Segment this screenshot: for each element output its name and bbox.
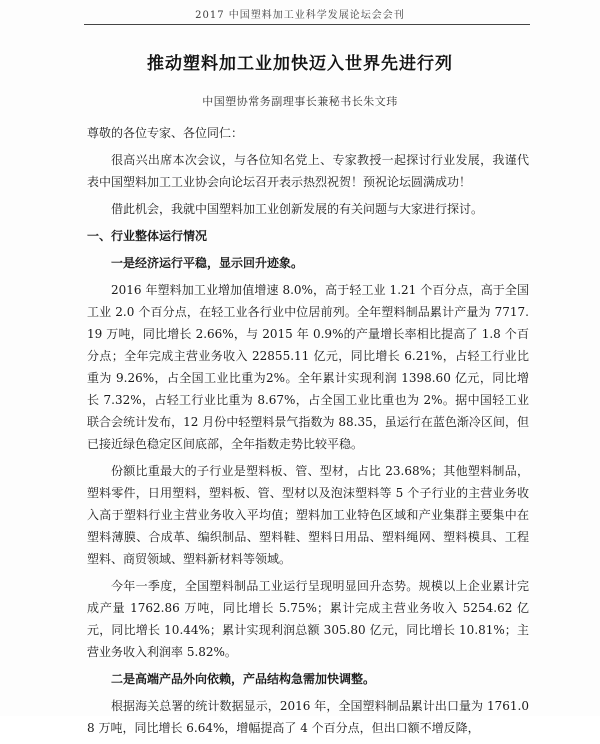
article-body (87, 122, 529, 744)
paragraph: 份额比重最大的子行业是塑料板、管、型材，占比 23.68%；其他塑料制品，塑料零件，日用塑料，塑料板、管、型材以及泡沫塑料等 5 个子行业的主营业务收入高于塑料行业主营业务收入平均值；塑料加工业特色区域和产业集群主要集中在塑料薄膜、合成革、编织制品、塑料鞋、塑料日用品、塑料绳网、塑料模具、工程塑料、商贸领域、塑料新材料等领域。 (87, 464, 529, 566)
section-heading: 一、行业整体运行情况 (87, 229, 208, 243)
header-divider (84, 24, 530, 25)
subsection-heading: 一是经济运行平稳，显示回升迹象。 (111, 256, 304, 270)
paragraph: 很高兴出席本次会议，与各位知名党上、专家教授一起探讨行业发展，我谨代表中国塑料加工工业协会向论坛召开表示热烈祝贺！预祝论坛圆满成功！ (87, 153, 529, 189)
author-byline: 中国塑协常务副理事长兼秘书长朱文玮 (202, 95, 398, 108)
subsection-heading: 二是高端产品外向依赖，产品结构急需加快调整。 (111, 672, 376, 686)
paragraph: 今年一季度，全国塑料制品工业运行呈现明显回升态势。规模以上企业累计完成产量 1762.86 万吨，同比增长 5.75%；累计完成主营业务收入 5254.62 亿元，同比增长 10.44%；累计实现利润总额 305.80 亿元，同比增长 10.81%；主营业务收入利润率 5.82%。 (87, 579, 529, 659)
article-title: 推动塑料加工业加快迈入世界先进行列 (147, 54, 453, 74)
paragraph: 根据海关总署的统计数据显示，2016 年，全国塑料制品累计出口量为 1761.08 万吨，同比增长 6.64%，增幅提高了 4 个百分点，但出口额不增反降， (87, 699, 529, 735)
paragraph: 2016 年塑料加工业增加值增速 8.0%，高于轻工业 1.21 个百分点，高于全国工业 2.0 个百分点，在轻工业各行业中位居前列。全年塑料制品累计产量为 7717.19 万吨，同比增长 2.66%，与 2015 年 0.9%的产量增长率相比提高了 1.8 个百分点；全年完成主营业务收入 22855.11 亿元，同比增长 6.21%，占轻工行业比重为 9.26%，占全国工业比重为2%。全年累计实现利润 1398.60 亿元，同比增长 7.32%，占轻工行业比重为 8.67%，占全国工业比重也为 2%。据中国轻工业联合会统计发布，12 月份中轻塑料景气指数为 88.35，虽运行在蓝色渐冷区间，但已接近绿色稳定区间底部，全年指数走势比较平稳。 (87, 283, 529, 451)
salutation: 尊敬的各位专家、各位同仁： (87, 126, 244, 140)
running-header: 2017 中国塑料加工业科学发展论坛会会刊 (195, 10, 405, 21)
paragraph: 借此机会，我就中国塑料加工业创新发展的有关问题与大家进行探讨。 (111, 202, 484, 216)
